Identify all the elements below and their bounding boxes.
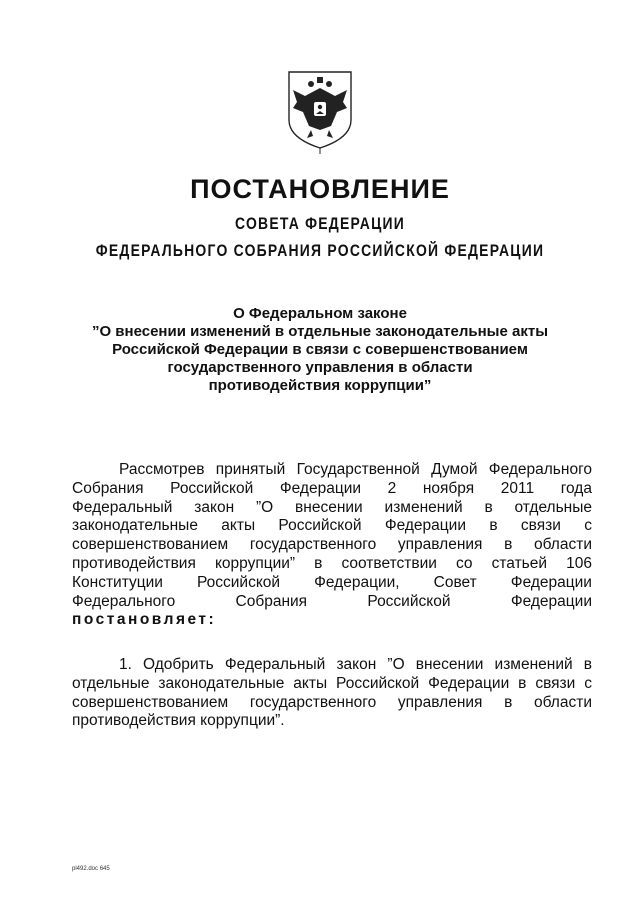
word: закон	[194, 498, 235, 516]
word: Федерации	[510, 592, 592, 610]
resolution-paragraph	[72, 656, 592, 731]
word: области	[534, 693, 592, 711]
document-title: ПОСТАНОВЛЕНИЕ	[190, 174, 450, 204]
word: отдельные	[514, 498, 592, 516]
word: Рассмотрев	[119, 461, 205, 478]
word: отдельные	[72, 674, 150, 692]
word: Собрания	[235, 592, 308, 610]
subject-line: государственного управления в области	[167, 359, 473, 376]
word: области	[534, 536, 592, 554]
word: в	[504, 693, 513, 711]
word: акты	[293, 674, 328, 692]
subject-line: ”О внесении изменений в отдельные законодательные акты	[91, 323, 549, 340]
word: закон	[336, 656, 377, 673]
word: совершенствованием	[72, 693, 229, 711]
word: в	[314, 554, 323, 572]
word: статьей	[491, 554, 548, 572]
word: Совет	[433, 573, 477, 591]
word: Федерации	[279, 479, 362, 497]
word: ”О	[387, 656, 405, 673]
word: 2011	[500, 479, 535, 497]
word: связи	[535, 674, 576, 692]
word: в	[518, 674, 527, 692]
word: законодательные	[72, 517, 198, 535]
word: в	[504, 536, 513, 554]
subject-block	[60, 305, 580, 395]
word: внесении	[415, 656, 484, 673]
word: Российской	[367, 592, 451, 610]
resolution-line	[72, 694, 592, 713]
word: государственного	[249, 536, 377, 554]
resolves-word: постановляет:	[72, 611, 217, 629]
preamble-line	[72, 480, 592, 499]
word: ”О	[255, 498, 274, 516]
preamble-line	[72, 593, 592, 612]
document-reference: pl492.doc 645	[72, 866, 110, 872]
resolution-line	[72, 675, 592, 694]
preamble-line	[72, 461, 592, 480]
resolution-line	[72, 656, 592, 675]
word: в	[489, 517, 498, 535]
word: законодательные	[158, 674, 285, 692]
word: со	[455, 554, 473, 572]
word: соответствии	[341, 554, 437, 572]
preamble-line	[72, 536, 592, 555]
word: Федерации	[384, 517, 466, 535]
resolves-line	[72, 611, 592, 630]
word: изменений	[384, 498, 463, 516]
preamble-line	[72, 555, 592, 574]
word: противодействия	[72, 554, 196, 572]
word: Российской	[170, 479, 254, 497]
word: 106	[566, 554, 592, 572]
word: принятый	[215, 461, 286, 478]
word: государственного	[249, 693, 377, 711]
word: Федерального	[72, 592, 176, 610]
subject-line: противодействия коррупции”	[208, 377, 432, 394]
word: Российской	[196, 573, 281, 591]
word: совершенствованием	[72, 536, 229, 554]
word: управления	[397, 693, 483, 711]
word: Одобрить	[143, 656, 214, 673]
issuer-line-2: ФЕДЕРАЛЬНОГО СОБРАНИЯ РОССИЙСКОЙ ФЕДЕРАЦИИ	[95, 241, 545, 260]
word: Государственной	[296, 461, 420, 478]
word: Российской	[278, 517, 362, 535]
subject-line: Российской Федерации в связи с совершенствованием	[112, 341, 528, 358]
word: коррупции”	[214, 554, 296, 572]
word: Конституции	[72, 573, 163, 591]
word: Думой	[431, 461, 478, 478]
word: 1.	[119, 656, 132, 673]
word: в	[583, 656, 592, 673]
word: Федерального	[488, 461, 592, 478]
word: в	[484, 498, 493, 516]
word: Федеральный	[224, 656, 326, 673]
word: года	[560, 479, 592, 497]
preamble-line	[72, 517, 592, 536]
resolution-line	[72, 712, 592, 731]
word: изменений	[494, 656, 573, 673]
word: 2	[387, 479, 397, 497]
word: акты	[221, 517, 256, 535]
word: Собрания	[72, 479, 144, 497]
word: Федерации	[428, 674, 510, 692]
subject-line: О Федеральном законе	[233, 305, 407, 322]
word: управления	[397, 536, 483, 554]
word: с	[584, 517, 592, 535]
word: Федеральный	[72, 498, 173, 516]
word: внесении	[295, 498, 363, 516]
word: Федерации	[510, 573, 592, 591]
word: с	[584, 674, 592, 692]
word: Российской	[336, 674, 420, 692]
issuer-line-1: СОВЕТА ФЕДЕРАЦИИ	[235, 214, 405, 233]
word: связи	[520, 517, 561, 535]
word: ноября	[422, 479, 475, 497]
word: Федерации,	[314, 573, 400, 591]
preamble-paragraph	[72, 461, 592, 630]
preamble-line	[72, 574, 592, 593]
resolution-line-text: противодействия коррупции”.	[72, 712, 285, 730]
preamble-line	[72, 499, 592, 518]
coat-of-arms-emblem	[283, 68, 357, 154]
